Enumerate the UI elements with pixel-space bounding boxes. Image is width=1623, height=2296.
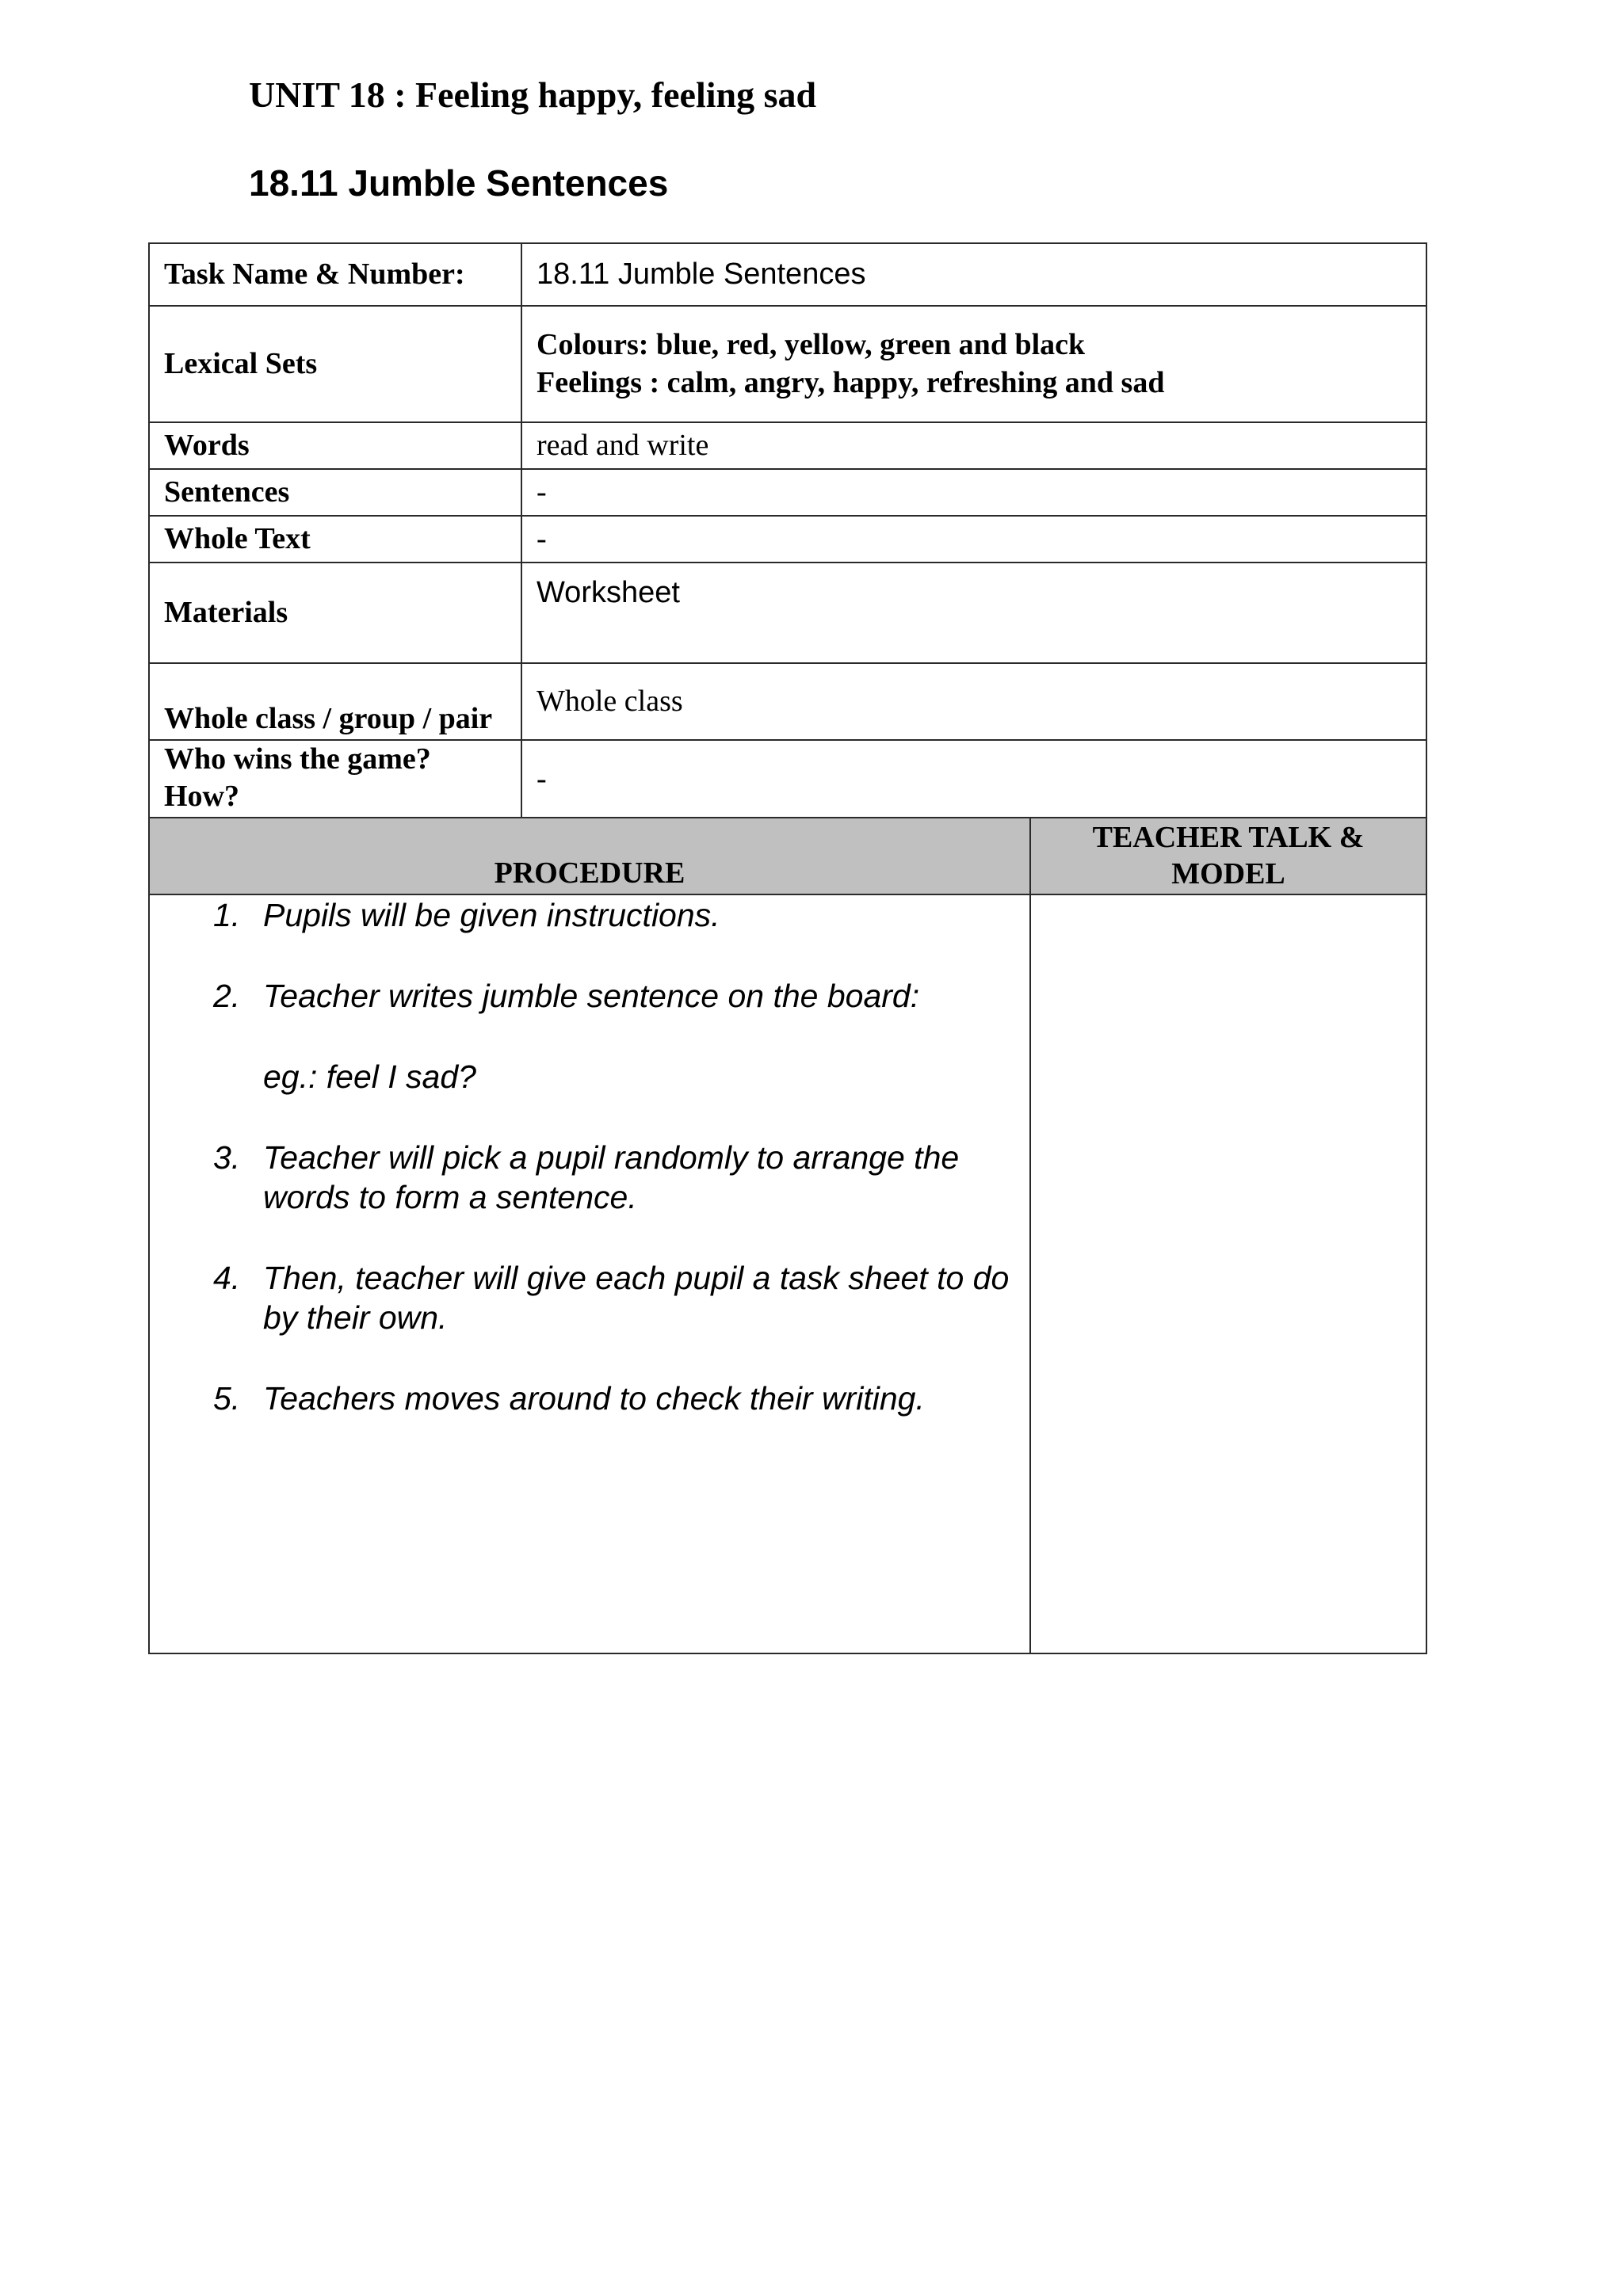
row-value-winner: - — [521, 740, 1426, 818]
table-row — [149, 243, 1426, 306]
step-text: Teacher writes jumble sentence on the board: — [263, 978, 920, 1015]
procedure-steps — [150, 895, 1029, 1418]
row-value-words: read and write — [521, 422, 1426, 469]
section-title: 18.11 Jumble Sentences — [249, 162, 669, 204]
table-row — [149, 894, 1426, 1653]
row-label-sentences: Sentences — [149, 469, 521, 516]
row-label-materials: Materials — [149, 563, 521, 663]
procedure-step — [150, 1379, 1029, 1418]
table-header-row — [149, 818, 1426, 894]
row-label-whole-text: Whole Text — [149, 516, 521, 563]
row-value-lexical-sets — [521, 306, 1426, 422]
table-row — [149, 563, 1426, 663]
table-row — [149, 516, 1426, 563]
procedure-step — [150, 976, 1029, 1016]
lexical-set-feelings: Feelings : calm, angry, happy, refreshing and sad — [537, 365, 1165, 399]
row-value-materials: Worksheet — [521, 563, 1426, 663]
row-label-winner: Who wins the game? How? — [149, 740, 521, 818]
step-number: 5. — [213, 1380, 241, 1417]
procedure-cell — [149, 894, 1030, 1653]
procedure-header: PROCEDURE — [149, 818, 1030, 894]
procedure-step — [150, 1258, 1029, 1337]
table-row — [149, 469, 1426, 516]
teacher-talk-header: TEACHER TALK & MODEL — [1030, 818, 1426, 894]
row-value-sentences: - — [521, 469, 1426, 516]
step-number: 1. — [213, 897, 241, 934]
row-label-task-name: Task Name & Number: — [149, 243, 521, 306]
step-text: Teachers moves around to check their writing. — [263, 1380, 925, 1417]
table-row — [149, 306, 1426, 422]
example-sentence: eg.: feel I sad? — [263, 1058, 476, 1096]
step-number: 4. — [213, 1260, 241, 1297]
procedure-step — [150, 1138, 1029, 1217]
row-label-grouping: Whole class / group / pair — [149, 663, 521, 740]
step-text: Pupils will be given instructions. — [263, 897, 720, 934]
row-value-whole-text: - — [521, 516, 1426, 563]
row-value-task-name: 18.11 Jumble Sentences — [521, 243, 1426, 306]
unit-title: UNIT 18 : Feeling happy, feeling sad — [249, 74, 817, 115]
step-text: Then, teacher will give each pupil a task sheet to do by their own. — [263, 1260, 1010, 1337]
row-label-words: Words — [149, 422, 521, 469]
row-label-lexical-sets: Lexical Sets — [149, 306, 521, 422]
procedure-step — [150, 895, 1029, 935]
teacher-talk-cell — [1030, 894, 1426, 1653]
step-number: 3. — [213, 1139, 241, 1177]
table-row — [149, 740, 1426, 818]
lexical-set-colours: Colours: blue, red, yellow, green and black — [537, 328, 1086, 362]
table-row — [149, 663, 1426, 740]
step-text: Teacher will pick a pupil randomly to arrange the words to form a sentence. — [263, 1139, 960, 1216]
lesson-plan-table — [148, 242, 1427, 1654]
table-row — [149, 422, 1426, 469]
row-value-grouping: Whole class — [521, 663, 1426, 740]
step-number: 2. — [213, 978, 241, 1015]
